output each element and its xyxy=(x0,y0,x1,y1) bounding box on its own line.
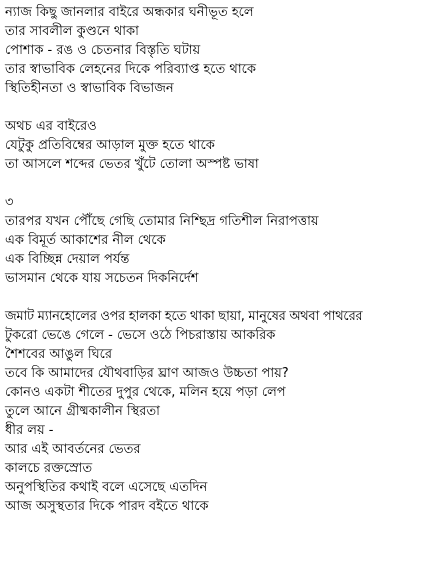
poem-line: তার সাবলীল কুণ্ডনে থাকা xyxy=(5,24,139,39)
poem-line: যেটুকু প্রতিবিম্বের আড়াল মুক্ত হতে থাকে xyxy=(5,138,215,153)
stanza-4 xyxy=(5,307,427,516)
poem-line: তারপর যখন পৌঁছে গেছি তোমার নিশ্ছিদ্র গতিশীল নিরাপত্তায় xyxy=(5,214,319,229)
poem-line: তা আসলে শব্দের ভেতর খুঁটে তোলা অস্পষ্ট ভাষা xyxy=(5,157,259,172)
poem-line: এক বিচ্ছিন্ন দেয়াল পর্যন্ত xyxy=(5,252,130,267)
poem-line: পোশাক - রঙ ও চেতনার বিস্তৃতি ঘটায় xyxy=(5,43,201,58)
section-number: ৩ xyxy=(5,195,14,210)
stanza-gap xyxy=(5,98,427,117)
poem-line: এক বিমূর্ত আকাশের নীল থেকে xyxy=(5,233,166,248)
stanza-gap xyxy=(5,174,427,193)
stanza-3 xyxy=(5,212,427,288)
poem-line: ন্যাজ কিছু জানলার বাইরে অন্ধকার ঘনীভূত হলে xyxy=(5,5,254,20)
poem-line: তবে কি আমাদের যৌথবাড়ির ঘ্রাণ আজও উচ্চতা পায়? xyxy=(5,366,289,381)
poem-line: ভাসমান থেকে যায় সচেতন দিকনির্দেশ xyxy=(5,271,199,286)
stanza-gap xyxy=(5,288,427,307)
poem-line: টুকরো ভেঙে গেলে - ভেসে ওঠে পিচরাস্তায় আকরিক xyxy=(5,328,276,343)
poem-line: অথচ এর বাইরেও xyxy=(5,119,97,134)
poem-line: কোনও একটা শীতের দুপুর থেকে, মলিন হয়ে পড়া লেপ xyxy=(5,385,286,400)
poem-line: তার স্বাভাবিক লেহনের দিকে পরিব্যাপ্ত হতে থাকে xyxy=(5,62,256,77)
poem-line: আর এই আবর্তনের ভেতর xyxy=(5,442,141,457)
poem-line: আজ অসুস্থতার দিকে পারদ বইতে থাকে xyxy=(5,499,209,514)
poem-line: জমাট ম্যানহোলের ওপর হালকা হতে থাকা ছায়া, মানুষের অথবা পাথরের xyxy=(5,309,363,324)
poem-line: অনুপস্থিতির কথাই বলে এসেছে এতদিন xyxy=(5,480,208,495)
poem-line: শৈশবের আঙুল ঘিরে xyxy=(5,347,113,362)
poem-line: স্থিতিহীনতা ও স্বাভাবিক বিভাজন xyxy=(5,81,174,96)
stanza-2 xyxy=(5,117,427,174)
poem-line: তুলে আনে গ্রীষ্মকালীন স্থিরতা xyxy=(5,404,160,419)
stanza-1 xyxy=(5,3,427,98)
poem-line: কালচে রক্তস্রোত xyxy=(5,461,93,476)
poem-page xyxy=(5,3,427,516)
poem-line: ধীর লয় - xyxy=(5,423,54,438)
